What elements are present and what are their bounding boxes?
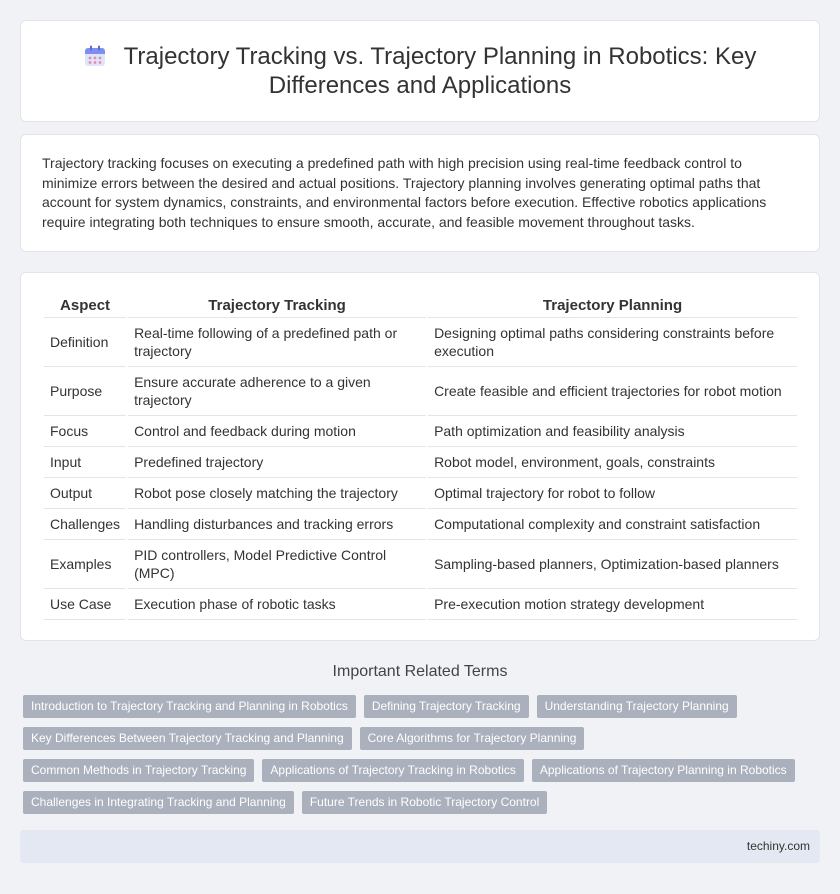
related-term-tag[interactable]: Understanding Trajectory Planning (537, 695, 737, 718)
header-aspect: Aspect (44, 294, 126, 318)
table-header-row (44, 294, 797, 318)
table-cell: PID controllers, Model Predictive Control (MPC) (128, 540, 426, 589)
table-cell: Robot model, environment, goals, constraints (428, 447, 797, 478)
table-cell: Execution phase of robotic tasks (128, 589, 426, 620)
table-row (44, 318, 797, 367)
table-cell: Path optimization and feasibility analysis (428, 416, 797, 447)
table-row (44, 540, 797, 589)
table-cell: Real-time following of a predefined path or trajectory (128, 318, 426, 367)
table-cell: Computational complexity and constraint satisfaction (428, 509, 797, 540)
table-cell: Optimal trajectory for robot to follow (428, 478, 797, 509)
title-wrap (21, 21, 819, 121)
comparison-table-card (20, 272, 820, 641)
table-cell: Ensure accurate adherence to a given trajectory (128, 367, 426, 416)
table-cell: Predefined trajectory (128, 447, 426, 478)
table-cell: Handling disturbances and tracking errors (128, 509, 426, 540)
table-cell: Output (44, 478, 126, 509)
table-cell: Robot pose closely matching the trajectory (128, 478, 426, 509)
table-cell: Definition (44, 318, 126, 367)
title-card (20, 20, 820, 122)
table-cell: Use Case (44, 589, 126, 620)
related-terms-title: Important Related Terms (332, 663, 508, 680)
related-term-tag[interactable]: Challenges in Integrating Tracking and Planning (23, 791, 294, 814)
comparison-table (42, 294, 799, 620)
table-cell: Control and feedback during motion (128, 416, 426, 447)
page-title (81, 42, 759, 100)
table-row (44, 509, 797, 540)
related-term-tag[interactable]: Introduction to Trajectory Tracking and Planning in Robotics (23, 695, 356, 718)
table-cell: Examples (44, 540, 126, 589)
header-trajectory-planning: Trajectory Planning (428, 294, 797, 318)
page-title-text: Trajectory Tracking vs. Trajectory Planning in Robotics: Key Differences and Applications (123, 43, 757, 99)
related-term-tag[interactable]: Defining Trajectory Tracking (364, 695, 529, 718)
related-term-tag[interactable]: Applications of Trajectory Planning in Robotics (532, 759, 795, 782)
table-cell: Focus (44, 416, 126, 447)
table-cell: Input (44, 447, 126, 478)
table-row (44, 416, 797, 447)
table-cell: Sampling-based planners, Optimization-based planners (428, 540, 797, 589)
footer (20, 830, 820, 863)
table-row (44, 478, 797, 509)
related-term-tag[interactable]: Core Algorithms for Trajectory Planning (360, 727, 585, 750)
table-cell: Create feasible and efficient trajectories for robot motion (428, 367, 797, 416)
table-cell: Designing optimal paths considering constraints before execution (428, 318, 797, 367)
footer-site-link[interactable]: techiny.com (746, 839, 810, 853)
related-term-tag[interactable]: Common Methods in Trajectory Tracking (23, 759, 254, 782)
table-cell: Pre-execution motion strategy development (428, 589, 797, 620)
related-term-tag[interactable]: Applications of Trajectory Tracking in Robotics (262, 759, 523, 782)
calendar-icon (84, 45, 106, 67)
table-row (44, 447, 797, 478)
related-term-tag[interactable]: Key Differences Between Trajectory Tracking and Planning (23, 727, 352, 750)
table-row (44, 367, 797, 416)
table-cell: Challenges (44, 509, 126, 540)
related-term-tag[interactable]: Future Trends in Robotic Trajectory Control (302, 791, 547, 814)
table-row (44, 589, 797, 620)
related-terms-tags (23, 695, 803, 814)
table-cell: Purpose (44, 367, 126, 416)
header-trajectory-tracking: Trajectory Tracking (128, 294, 426, 318)
intro-paragraph: Trajectory tracking focuses on executing a predefined path with high precision using real-time feedback control to minimize errors between the desired and actual positions. Trajectory planning involves generating optimal paths that account for system dynamics, constraints, and environmental factors before execution. Effective robotics applications require integrating both techniques to ensure smooth, accurate, and feasible movement throughout tasks. (42, 155, 767, 230)
intro-card (20, 134, 820, 252)
